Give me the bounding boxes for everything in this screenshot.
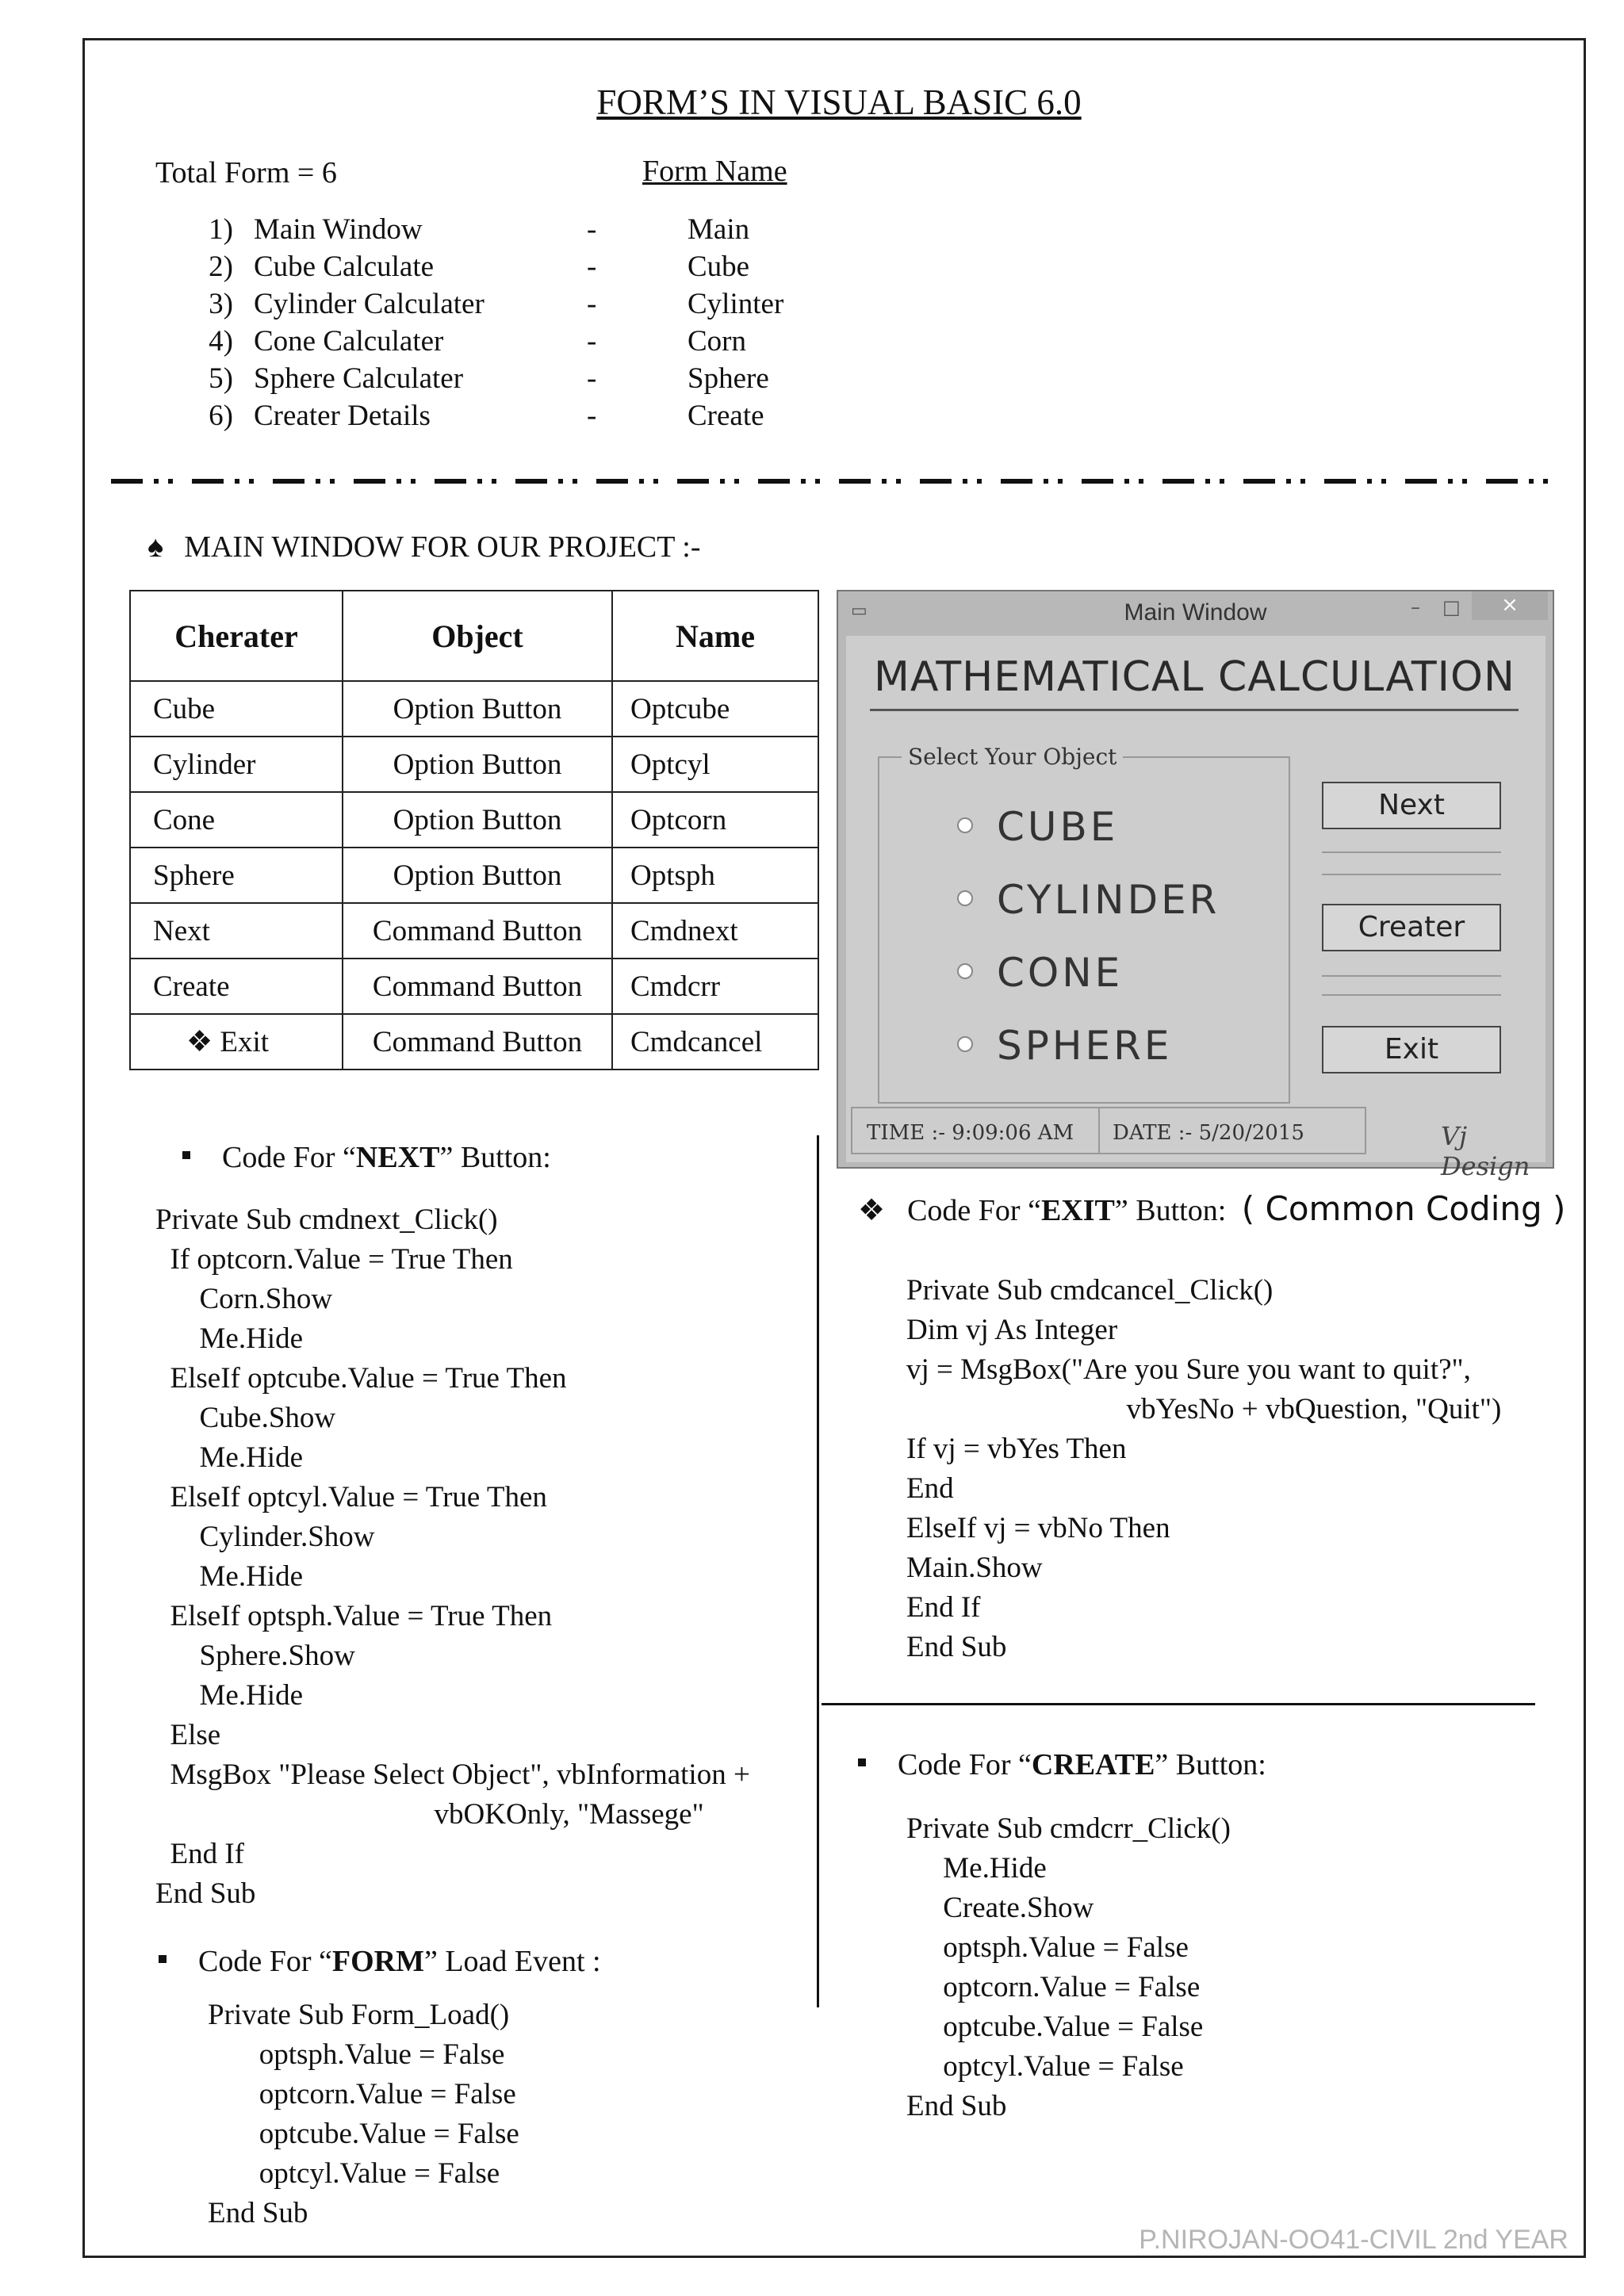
code-line: End If [155, 1838, 244, 1870]
heading-text: Code For “ [898, 1748, 1032, 1781]
heading-text: ” Button: [1155, 1748, 1266, 1781]
code-line: Me.Hide [155, 1560, 303, 1593]
vb-titlebar [838, 591, 1553, 636]
table-cell-char: Next [130, 903, 343, 959]
code-line: optcyl.Value = False [208, 2157, 500, 2190]
diamond-bullet-icon: ❖ [858, 1194, 886, 1227]
separator-line [1322, 994, 1501, 996]
form-name: Cube [688, 251, 750, 283]
next-button[interactable]: Next [1322, 782, 1501, 829]
code-line: optsph.Value = False [906, 1931, 1189, 1964]
vb-client-area [846, 636, 1545, 1181]
date-label: DATE :- 5/20/2015 [1113, 1121, 1304, 1145]
code-line: vbOKOnly, "Massege" [155, 1798, 704, 1831]
table-cell-char: Create [130, 959, 343, 1014]
heading-bold: CREATE [1031, 1748, 1155, 1781]
table-cell-char: Sphere [130, 848, 343, 903]
code-line: vj = MsgBox("Are you Sure you want to quit?", [906, 1353, 1471, 1386]
option-label: CUBE [997, 804, 1119, 850]
code-line: ElseIf optsph.Value = True Then [155, 1600, 553, 1632]
separator-line [1322, 874, 1501, 875]
code-line: Cylinder.Show [155, 1521, 375, 1553]
table-cell-char: Cube [130, 681, 343, 737]
table-cell-char: ❖ Exit [130, 1014, 343, 1070]
code-line: optcube.Value = False [906, 2011, 1204, 2043]
form-name: Create [688, 400, 764, 432]
form-name: Sphere [688, 362, 769, 395]
table-row [130, 959, 818, 1014]
table-row [130, 792, 818, 848]
table-cell-name: Optcorn [612, 792, 818, 848]
create-code-block [906, 1809, 1231, 2126]
table-cell-name: Cmdcancel [612, 1014, 818, 1070]
table-row [130, 681, 818, 737]
vb-main-window [837, 590, 1554, 1181]
vj-design-signature: Vj Design [1441, 1121, 1530, 1181]
form-label: Cube Calculate [254, 251, 435, 283]
code-line: End [906, 1472, 954, 1505]
code-line: End If [906, 1591, 981, 1624]
code-line: Main.Show [906, 1552, 1043, 1584]
table-row [130, 903, 818, 959]
form-name: Cylinter [688, 288, 784, 320]
table-cell-char: Cylinder [130, 737, 343, 792]
option-label: SPHERE [997, 1023, 1173, 1069]
form-name: Corn [688, 325, 746, 358]
code-line: MsgBox "Please Select Object", vbInformation + [155, 1758, 750, 1791]
exit-code-block [906, 1271, 1501, 1667]
form-name: Main [688, 213, 750, 246]
code-line: optcyl.Value = False [906, 2050, 1184, 2083]
table-header-row [130, 591, 818, 681]
heading-rule [870, 709, 1519, 711]
code-line: Cube.Show [155, 1402, 336, 1434]
code-line: optcube.Value = False [208, 2118, 519, 2150]
time-label: TIME :- 9:09:06 AM [867, 1121, 1074, 1145]
square-bullet-icon [182, 1151, 190, 1159]
code-line: Private Sub Form_Load() [208, 1999, 510, 2031]
col-header-object: Object [343, 591, 612, 681]
code-line: ElseIf optcyl.Value = True Then [155, 1481, 547, 1513]
heading-text: Code For “ [198, 1945, 332, 1978]
table-cell-name: Cmdnext [612, 903, 818, 959]
code-line: Dim vj As Integer [906, 1314, 1118, 1346]
option-cylinder[interactable] [957, 877, 1220, 923]
square-bullet-icon [858, 1758, 866, 1766]
form-dash: - [587, 288, 597, 320]
code-line: vbYesNo + vbQuestion, "Quit") [906, 1393, 1502, 1425]
code-line: If optcorn.Value = True Then [155, 1243, 513, 1276]
heading-bold: NEXT [355, 1141, 440, 1174]
table-cell-name: Cmdcrr [612, 959, 818, 1014]
create-code-heading [858, 1747, 1266, 1782]
code-line: Sphere.Show [155, 1640, 355, 1672]
column-divider [817, 1135, 819, 2007]
window-icon: ▭ [851, 601, 868, 621]
code-line: optcorn.Value = False [906, 1971, 1201, 2003]
form-label: Main Window [254, 213, 423, 246]
code-line: Corn.Show [155, 1283, 333, 1315]
code-line: Create.Show [906, 1892, 1094, 1924]
table-cell-object: Command Button [343, 1014, 612, 1070]
radio-icon [957, 890, 973, 906]
code-line: ElseIf vj = vbNo Then [906, 1512, 1170, 1544]
author-footer: P.NIROJAN-OO41-CIVIL 2nd YEAR [1139, 2225, 1568, 2255]
code-line: Me.Hide [155, 1441, 303, 1474]
section-heading-text: MAIN WINDOW FOR OUR PROJECT :- [184, 530, 701, 564]
code-line: Me.Hide [155, 1679, 303, 1712]
form-dash: - [587, 251, 597, 283]
table-cell-object: Option Button [343, 848, 612, 903]
code-line: Private Sub cmdcrr_Click() [906, 1812, 1231, 1845]
col-header-cherater: Cherater [130, 591, 343, 681]
code-line: If vj = vbYes Then [906, 1433, 1127, 1465]
code-line: End Sub [906, 2090, 1007, 2122]
close-icon[interactable]: × [1472, 591, 1548, 620]
exit-code-heading [858, 1189, 1565, 1228]
code-line: Private Sub cmdcancel_Click() [906, 1274, 1274, 1307]
creater-button[interactable]: Creater [1322, 904, 1501, 951]
vb-heading: MATHEMATICAL CALCULATION [874, 653, 1515, 701]
spade-icon: ♠ [147, 530, 164, 564]
form-num: 2) [209, 251, 233, 283]
radio-icon [957, 963, 973, 979]
code-line: End Sub [906, 1631, 1007, 1663]
code-line: Else [155, 1719, 221, 1751]
option-label: CONE [997, 950, 1124, 996]
form-dash: - [587, 325, 597, 358]
heading-text: ” Load Event : [423, 1945, 601, 1978]
radio-icon [957, 1036, 973, 1052]
code-line: Me.Hide [906, 1852, 1047, 1885]
heading-text: ” Button: [439, 1141, 551, 1174]
form-num: 6) [209, 400, 233, 432]
option-cone[interactable] [957, 950, 1123, 996]
heading-bold: EXIT [1040, 1194, 1115, 1227]
code-line: End Sub [208, 2197, 308, 2229]
minimize-icon[interactable]: – [1411, 596, 1420, 618]
table-cell-name: Optsph [612, 848, 818, 903]
form-num: 5) [209, 362, 233, 395]
vb-window-title: Main Window [1124, 599, 1267, 626]
form-dash: - [587, 362, 597, 395]
common-coding-note: ( Common Coding ) [1241, 1189, 1566, 1228]
heading-text: ” Button: [1114, 1194, 1227, 1227]
separator-line [1322, 975, 1501, 977]
table-cell-object: Option Button [343, 681, 612, 737]
option-sphere[interactable] [957, 1023, 1172, 1069]
table-row [130, 1014, 818, 1070]
dash-dot-divider [111, 479, 1562, 484]
page-title: FORM’S IN VISUAL BASIC 6.0 [596, 82, 1082, 122]
total-forms-label: Total Form = 6 [155, 156, 337, 189]
object-table [129, 590, 819, 1070]
form-num: 4) [209, 325, 233, 358]
form-num: 1) [209, 213, 233, 246]
next-code-heading [182, 1140, 551, 1175]
form-num: 3) [209, 288, 233, 320]
section-divider [822, 1703, 1535, 1705]
code-line: optcorn.Value = False [208, 2078, 516, 2110]
next-code-block [155, 1200, 750, 1914]
code-line: ElseIf optcube.Value = True Then [155, 1362, 567, 1395]
form-label: Cone Calculater [254, 325, 444, 358]
option-cube[interactable] [957, 804, 1118, 850]
form-dash: - [587, 400, 597, 432]
radio-icon [957, 817, 973, 833]
table-cell-object: Command Button [343, 903, 612, 959]
form-code-heading [159, 1944, 601, 1979]
form-dash: - [587, 213, 597, 246]
separator-line [1322, 851, 1501, 853]
form-label: Sphere Calculater [254, 362, 464, 395]
table-cell-object: Command Button [343, 959, 612, 1014]
form-name-header: Form Name [642, 155, 787, 188]
heading-text: Code For “ [907, 1194, 1041, 1227]
square-bullet-icon [159, 1955, 167, 1963]
heading-text: Code For “ [222, 1141, 356, 1174]
table-cell-name: Optcube [612, 681, 818, 737]
form-label: Creater Details [254, 400, 431, 432]
frame-caption: Select Your Object [902, 744, 1123, 770]
code-line: Me.Hide [155, 1322, 303, 1355]
code-line: End Sub [155, 1877, 256, 1910]
table-row [130, 737, 818, 792]
table-cell-name: Optcyl [612, 737, 818, 792]
form-code-block [208, 1996, 519, 2233]
status-separator [1098, 1108, 1100, 1153]
col-header-name: Name [612, 591, 818, 681]
table-cell-object: Option Button [343, 792, 612, 848]
heading-bold: FORM [331, 1945, 424, 1978]
table-cell-char: Cone [130, 792, 343, 848]
option-label: CYLINDER [997, 877, 1220, 923]
form-label: Cylinder Calculater [254, 288, 485, 320]
exit-button[interactable]: Exit [1322, 1026, 1501, 1073]
code-line: optsph.Value = False [208, 2038, 505, 2071]
maximize-icon[interactable]: □ [1442, 596, 1461, 618]
code-line: Private Sub cmdnext_Click() [155, 1203, 498, 1236]
main-window-section-heading [147, 530, 701, 564]
table-row [130, 848, 818, 903]
table-cell-object: Option Button [343, 737, 612, 792]
